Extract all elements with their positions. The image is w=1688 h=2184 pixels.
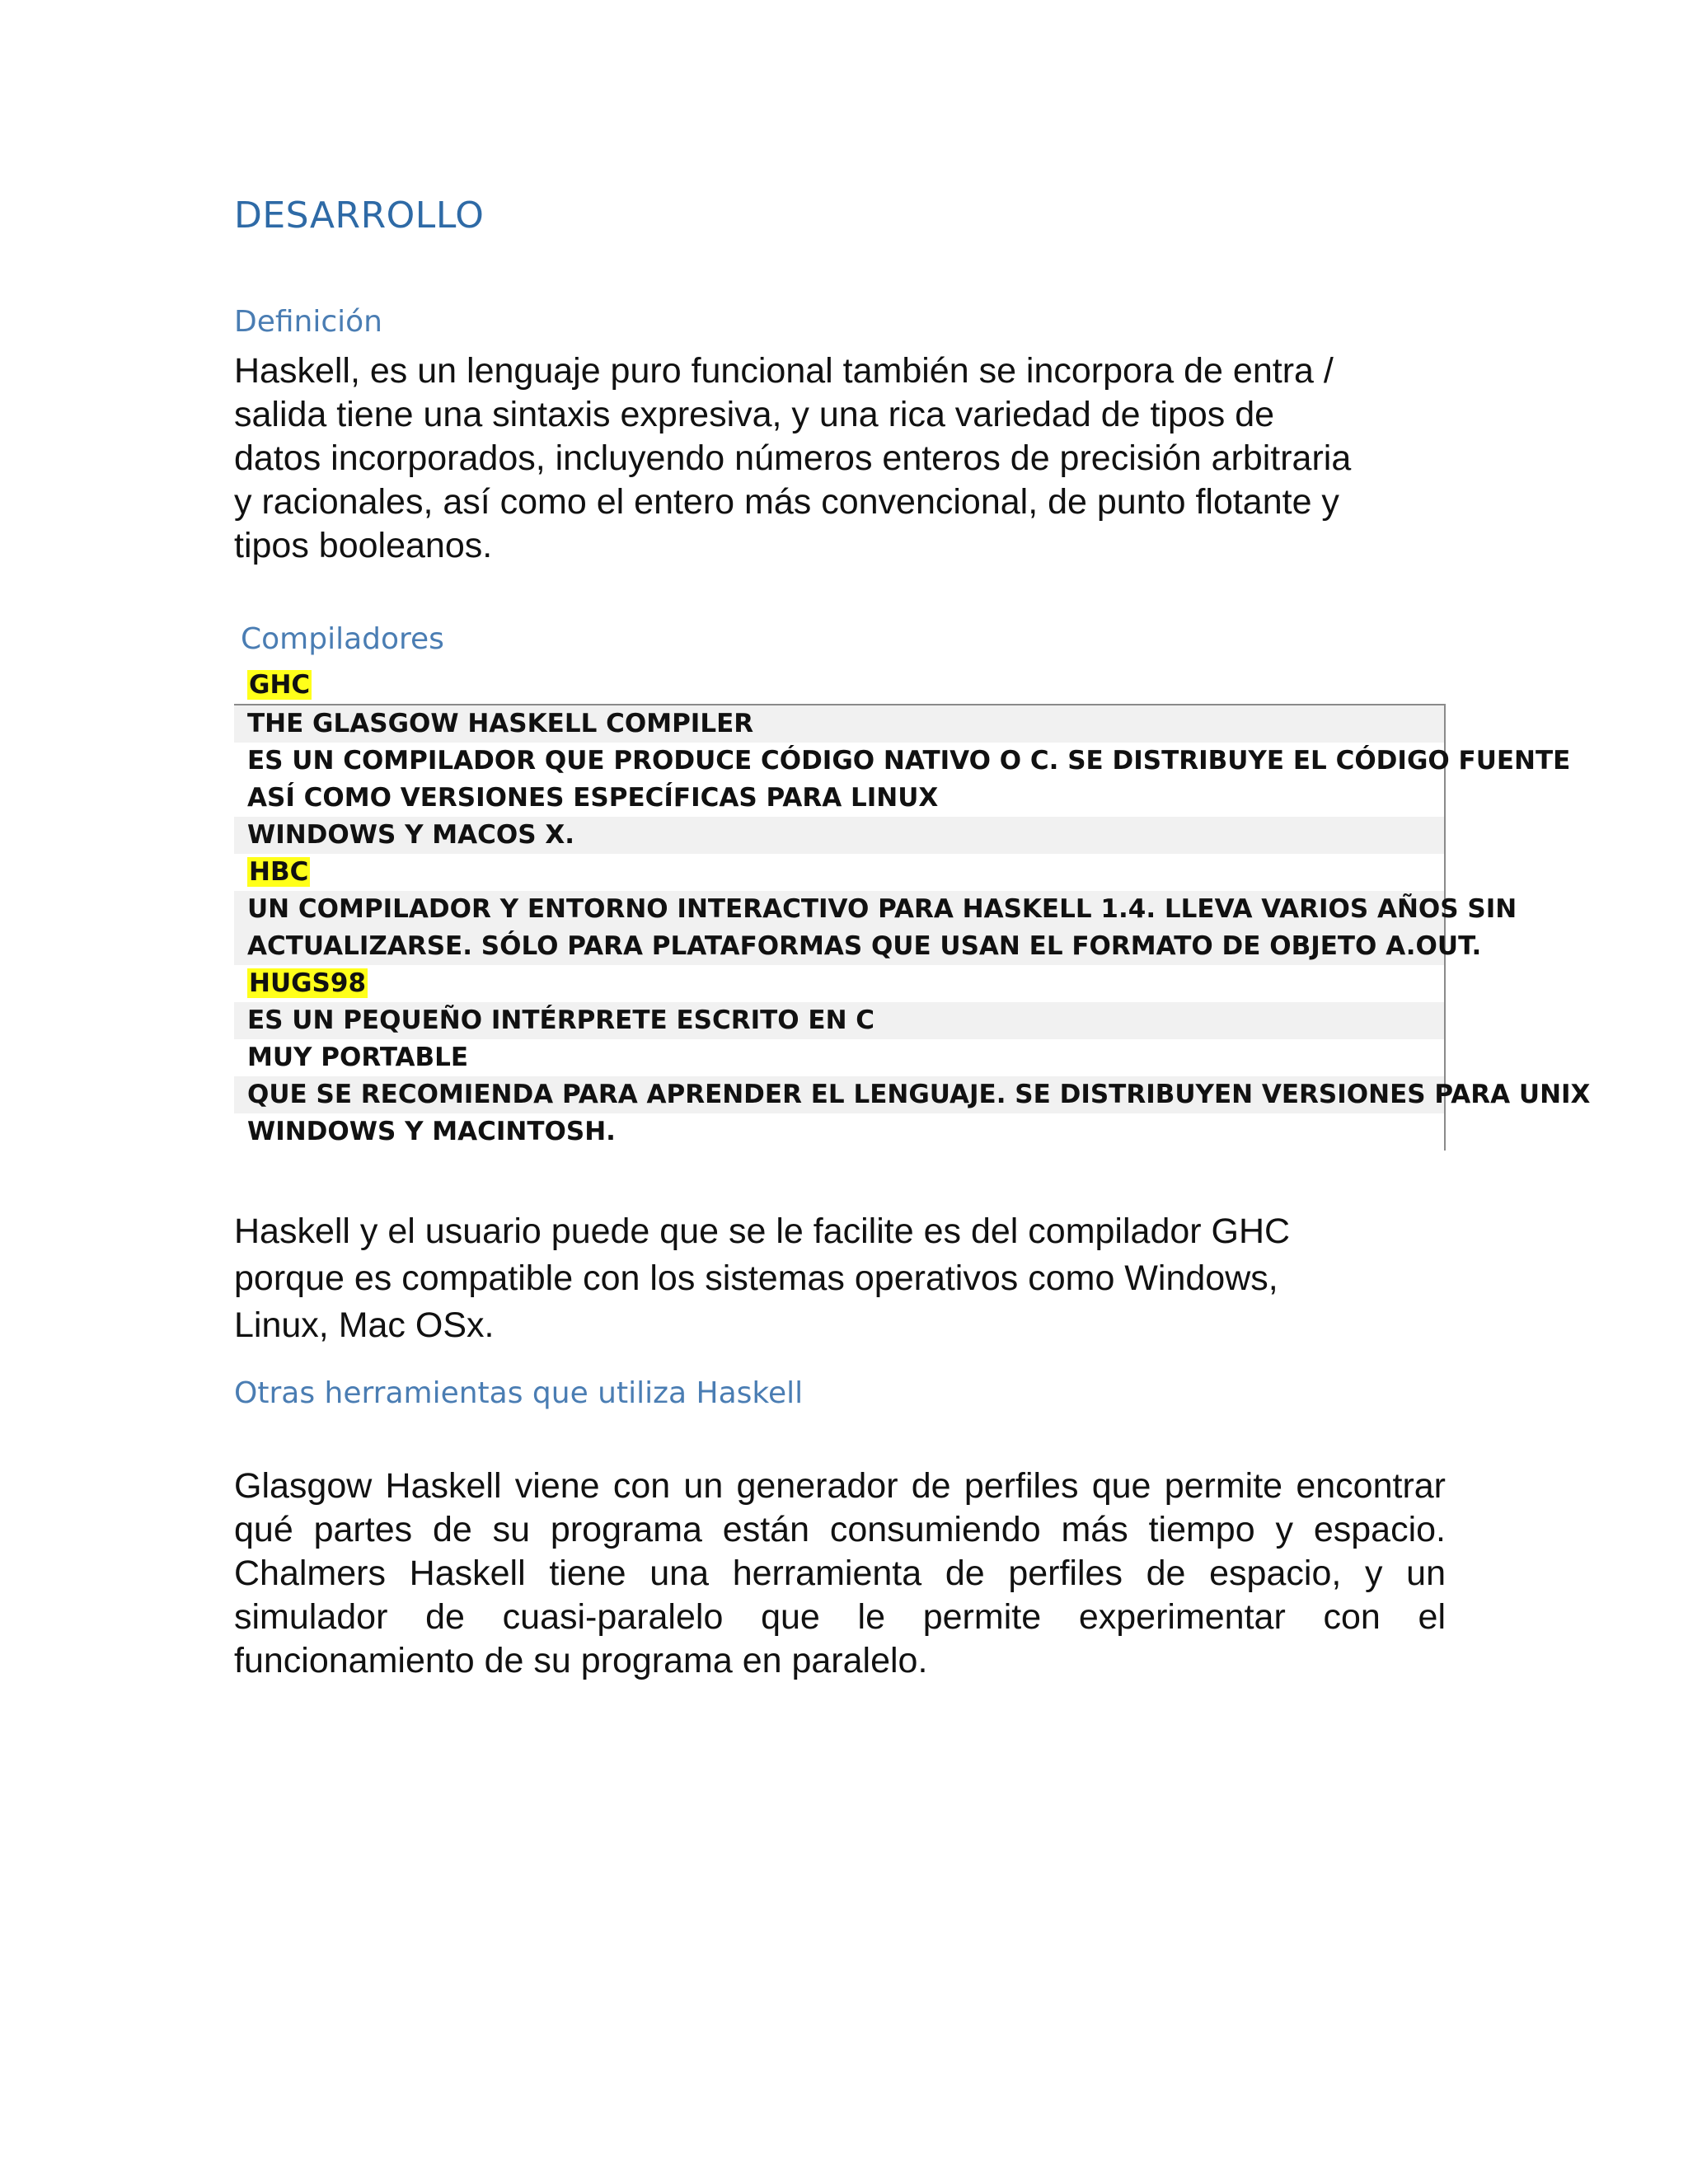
compiler-row-text: ASÍ COMO VERSIONES ESPECÍFICAS PARA LINUX <box>247 783 939 813</box>
compiler-row-text: WINDOWS Y MACOS X. <box>247 820 575 850</box>
compiler-row-text: UN COMPILADOR Y ENTORNO INTERACTIVO PARA HASKELL 1.4. LLEVA VARIOS AÑOS SIN <box>247 894 1517 924</box>
definicion-line: datos incorporados, incluyendo números enteros de precisión arbitraria <box>234 438 1352 478</box>
compiler-row <box>234 891 1517 928</box>
ghc-paragraph <box>234 1208 1446 1349</box>
definicion-heading: Definición <box>234 305 382 339</box>
definicion-line: y racionales, así como el entero más convencional, de punto flotante y <box>234 482 1339 522</box>
definicion-line: tipos booleanos. <box>234 526 493 565</box>
herramientas-paragraph: Glasgow Haskell viene con un generador de perfiles que permite encontrar qué partes de su programa están consumiendo más tiempo y espacio. Chalmers Haskell tiene una herramienta de perfiles de espacio, y un simulador de cuasi-paralelo que le permite experimentar con el funcionamiento de su programa en paralelo. <box>234 1466 1446 1680</box>
compiler-row <box>234 1076 1591 1113</box>
definicion-paragraph <box>234 349 1446 568</box>
compiler-name-highlight: HBC <box>249 857 309 887</box>
compiler-row-text: ES UN COMPILADOR QUE PRODUCE CÓDIGO NATIVO O C. SE DISTRIBUYE EL CÓDIGO FUENTE <box>247 746 1571 776</box>
compiladores-heading: Compiladores <box>241 622 444 656</box>
compiler-row <box>234 780 1444 817</box>
compiler-row <box>234 854 1444 891</box>
ghc-paragraph-line: Linux, Mac OSx. <box>234 1305 495 1345</box>
compiler-row <box>234 743 1571 780</box>
compiler-name-highlight: HUGS98 <box>249 968 367 998</box>
compiler-row-text: THE GLASGOW HASKELL COMPILER <box>247 709 754 738</box>
compiler-row-text: ACTUALIZARSE. SÓLO PARA PLATAFORMAS QUE USAN EL FORMATO DE OBJETO A.OUT. <box>247 931 1482 961</box>
definicion-line: Haskell, es un lenguaje puro funcional también se incorpora de entra / <box>234 351 1334 391</box>
ghc-label <box>247 667 312 704</box>
compiler-row <box>234 705 1444 743</box>
compiler-row <box>234 1039 1444 1076</box>
compiler-row-text: QUE SE RECOMIENDA PARA APRENDER EL LENGUAJE. SE DISTRIBUYEN VERSIONES PARA UNIX <box>247 1080 1591 1109</box>
ghc-highlight: GHC <box>249 670 311 700</box>
compiler-row <box>234 817 1444 854</box>
compiler-row-text: ES UN PEQUEÑO INTÉRPRETE ESCRITO EN C <box>247 1005 875 1035</box>
compiler-row-text: MUY PORTABLE <box>247 1043 469 1072</box>
compiler-row-text: WINDOWS Y MACINTOSH. <box>247 1117 616 1146</box>
ghc-paragraph-line: porque es compatible con los sistemas operativos como Windows, <box>234 1258 1278 1298</box>
compiler-row <box>234 928 1482 965</box>
herramientas-heading: Otras herramientas que utiliza Haskell <box>234 1376 804 1410</box>
definicion-line: salida tiene una sintaxis expresiva, y una rica variedad de tipos de <box>234 395 1275 434</box>
compiler-row <box>234 1113 1444 1151</box>
compiler-row <box>234 965 1444 1002</box>
section-heading: DESARROLLO <box>234 194 485 237</box>
compilers-table <box>234 704 1591 1151</box>
ghc-paragraph-line: Haskell y el usuario puede que se le facilite es del compilador GHC <box>234 1212 1291 1251</box>
compiler-row <box>234 1002 1444 1039</box>
